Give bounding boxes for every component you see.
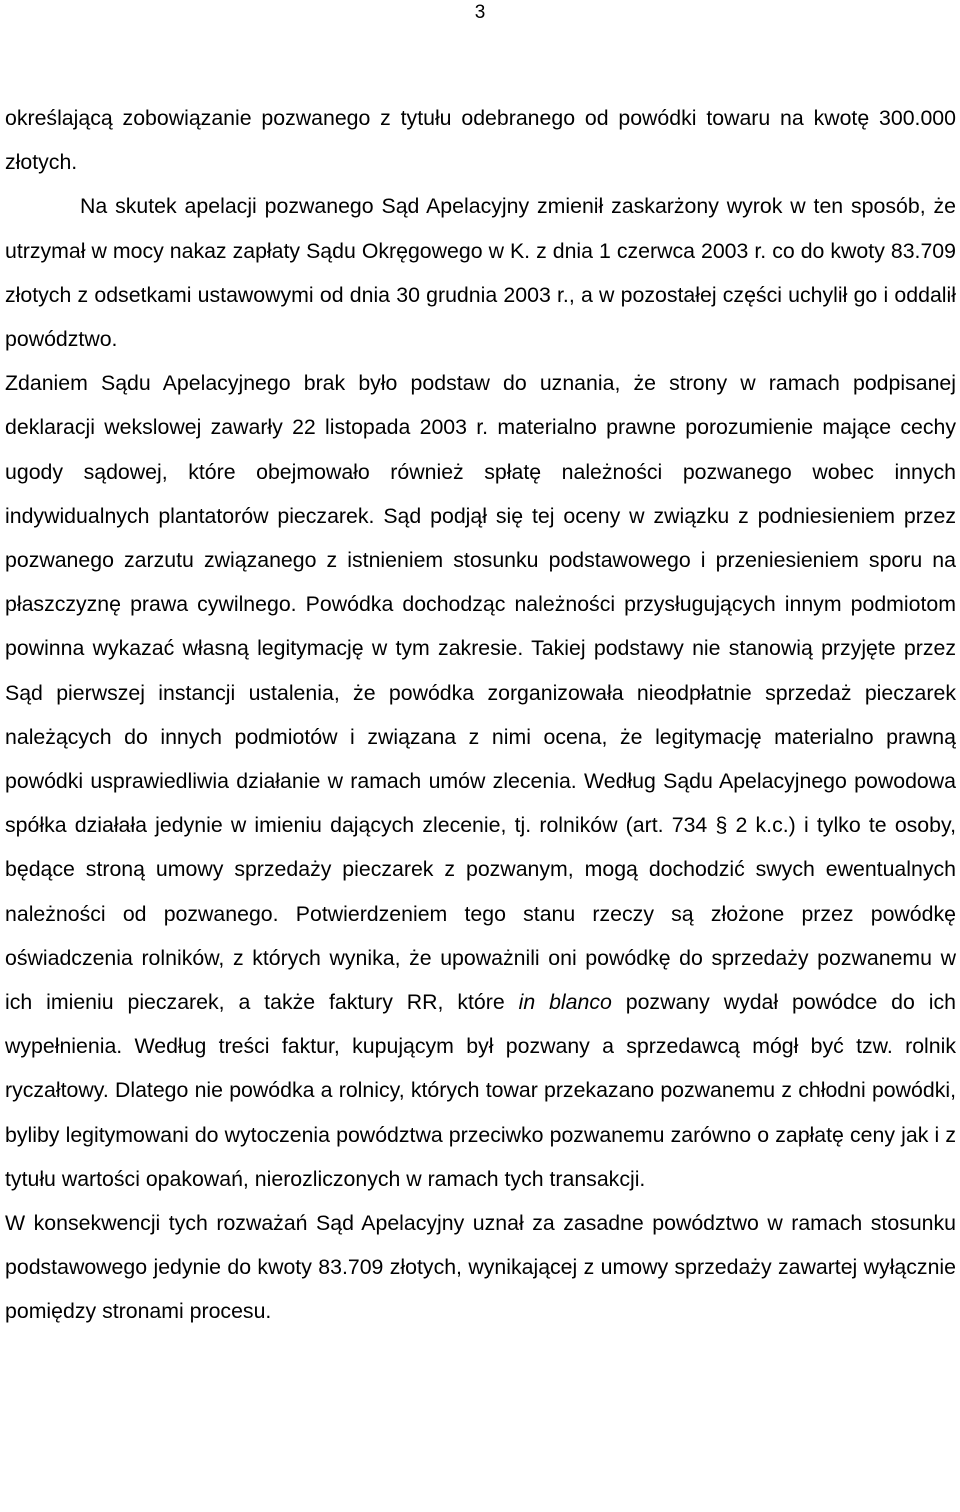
reasoning-text-part-2: pozwany wydał powódce do ich wypełnienia. Według treści faktur, kupującym był pozwany a sprzedawcą mógł być tzw. rolnik ryczałtowy. Dlatego nie powódka a rolnicy, których towar przekazano pozwanemu z chłodni powódki, byliby legitymowani do wytoczenia powództwa przeciwko pozwanemu zarówno o zapłatę ceny jak i z tytułu wartości opakowań, nierozliczonych w ramach tych transakcji. (5, 990, 956, 1191)
paragraph-continuation: określającą zobowiązanie pozwanego z tytułu odebranego od powódki towaru na kwotę 300.000 złotych. (5, 106, 956, 175)
paragraph-court-reasoning (5, 361, 956, 1201)
document-body (5, 96, 956, 1334)
paragraph-conclusion: W konsekwencji tych rozważań Sąd Apelacyjny uznał za zasadne powództwo w ramach stosunku podstawowego jedynie do kwoty 83.709 złotych, wynikającej z umowy sprzedaży zawartej wyłącznie pomiędzy stronami procesu. (5, 1211, 956, 1324)
paragraph-appeal-outcome: Na skutek apelacji pozwanego Sąd Apelacyjny zmienił zaskarżony wyrok w ten sposób, że utrzymał w mocy nakaz zapłaty Sądu Okręgowego w K. z dnia 1 czerwca 2003 r. co do kwoty 83.709 złotych z odsetkami ustawowymi od dnia 30 grudnia 2003 r., a w pozostałej części uchylił go i oddalił powództwo. (5, 194, 956, 352)
reasoning-text-part-1: Zdaniem Sądu Apelacyjnego brak było podstaw do uznania, że strony w ramach podpisanej deklaracji wekslowej zawarły 22 listopada 2003 r. materialno prawne porozumienie mające cechy ugody sądowej, które obejmowało również spłatę należności pozwanego wobec innych indywidualnych plantatorów pieczarek. Sąd podjął się tej oceny w związku z podniesieniem przez pozwanego zarzutu związanego z istnieniem stosunku podstawowego i przeniesieniem sporu na płaszczyznę prawa cywilnego. Powódka dochodząc należności przysługujących innym podmiotom powinna wykazać własną legitymację w tym zakresie. Takiej podstawy nie stanowią przyjęte przez Sąd pierwszej instancji ustalenia, że powódka zorganizowała nieodpłatnie sprzedaż pieczarek należących do innych podmiotów i związana z nimi ocena, że legitymację materialno prawną powódki usprawiedliwia działanie w ramach umów zlecenia. Według Sądu Apelacyjnego powodowa spółka działała jedynie w imieniu dających zlecenie, tj. rolników (art. 734 § 2 k.c.) i tylko te osoby, będące stroną umowy sprzedaży pieczarek z pozwanym, mogą dochodzić swych ewentualnych należności od pozwanego. Potwierdzeniem tego stanu rzeczy są złożone przez powódkę oświadczenia rolników, z których wynika, że upoważnili oni powódkę do sprzedaży pozwanemu w ich imieniu pieczarek, a także faktury RR, które (5, 371, 956, 1015)
page-number: 3 (474, 2, 486, 23)
reasoning-italic-term: in blanco (518, 990, 612, 1015)
